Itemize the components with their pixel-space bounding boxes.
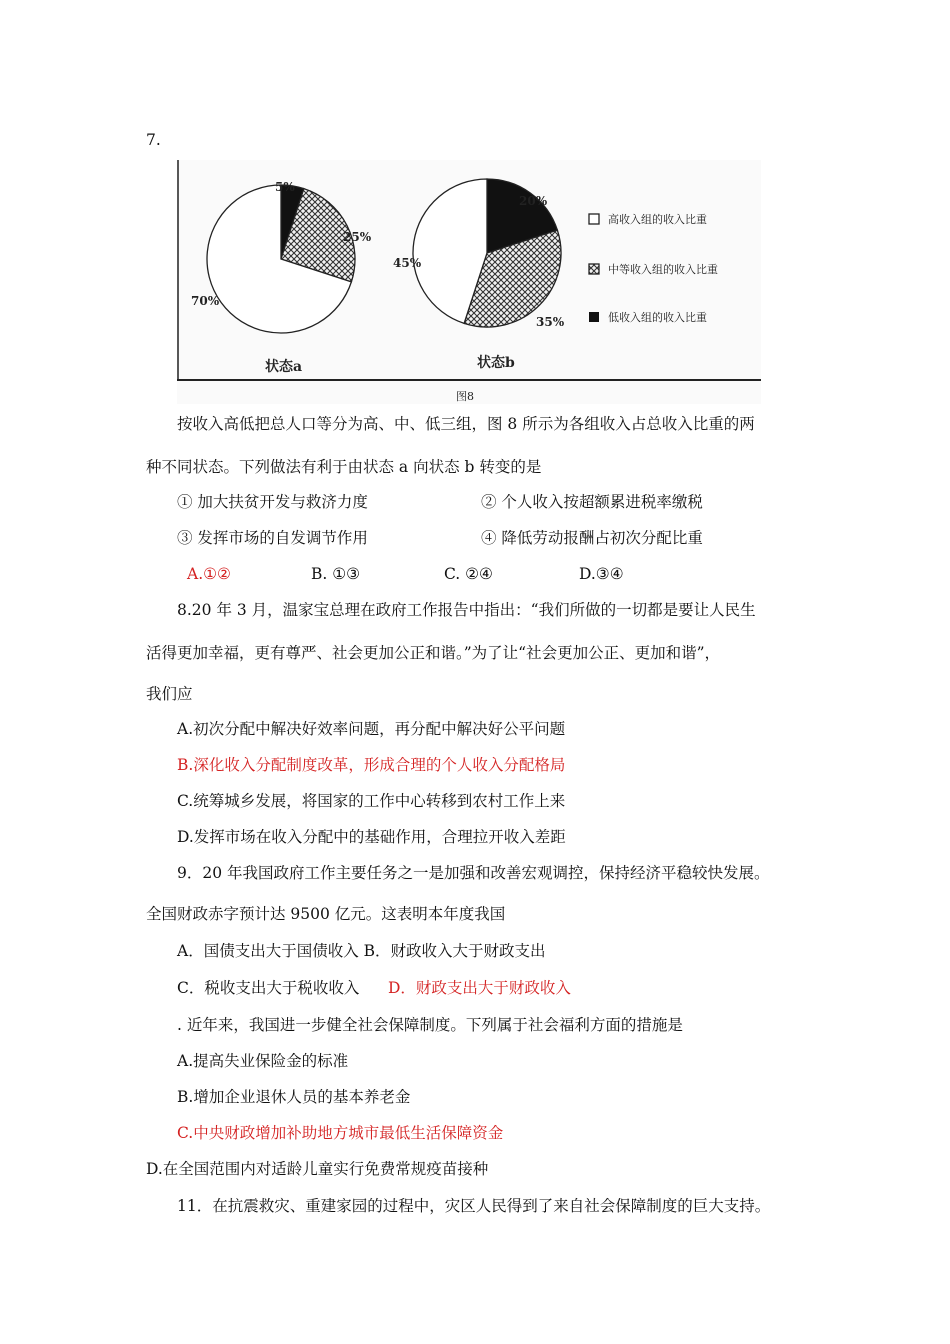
q7-choice-a: A.①②	[187, 565, 231, 583]
q7-statement-3: ③ 发挥市场的自发调节作用	[177, 529, 368, 547]
legend-label-high: 高收入组的收入比重	[608, 213, 707, 226]
figure-8-pie-charts	[177, 160, 761, 404]
legend-label-low: 低收入组的收入比重	[608, 311, 707, 324]
q10-option-c: C.中央财政增加补助地方城市最低生活保障资金	[177, 1124, 504, 1142]
legend-swatch-low	[589, 312, 599, 322]
q7-choice-c: C. ②④	[444, 565, 493, 583]
q8-option-c: C.统筹城乡发展，将国家的工作中心转移到农村工作上来	[177, 792, 566, 810]
q8-option-a: A.初次分配中解决好效率问题，再分配中解决好公平问题	[177, 720, 566, 738]
q9-option-d: D．财政支出大于财政收入	[388, 979, 571, 997]
q8-option-b: B.深化收入分配制度改革，形成合理的个人收入分配格局	[177, 756, 566, 774]
q7-number: 7.	[146, 131, 161, 149]
q9-stem-line1: 9．20 年我国政府工作主要任务之一是加强和改善宏观调控，保持经济平稳较快发展。	[177, 864, 770, 882]
q10-option-b: B.增加企业退休人员的基本养老金	[177, 1088, 411, 1106]
q7-stem-line2: 种不同状态。下列做法有利于由状态 a 向状态 b 转变的是	[146, 458, 542, 476]
q10-option-d: D.在全国范围内对适龄儿童实行免费常规疫苗接种	[146, 1160, 489, 1178]
q11-stem: 11．在抗震救灾、重建家园的过程中，灾区人民得到了来自社会保障制度的巨大支持。	[177, 1197, 771, 1215]
pie-a-title: 状态a	[265, 359, 303, 375]
pie-b-title: 状态b	[477, 355, 515, 371]
pie-a-label-low: 5%	[275, 180, 295, 194]
legend-swatch-high	[589, 214, 599, 224]
q9-option-c: C．税收支出大于税收收入	[177, 979, 360, 997]
pie-chart-state-a	[207, 185, 355, 333]
figure-caption: 图8	[456, 390, 474, 403]
q10-stem: . 近年来，我国进一步健全社会保障制度。下列属于社会福利方面的措施是	[177, 1016, 683, 1034]
pie-b-label-mid: 35%	[536, 315, 565, 329]
legend-swatch-mid	[589, 264, 599, 274]
q7-statement-2: ② 个人收入按超额累进税率缴税	[481, 493, 703, 511]
q8-stem-line2: 活得更加幸福，更有尊严、社会更加公正和谐。”为了让“社会更加公正、更加和谐”，	[146, 644, 721, 662]
pie-a-label-high: 70%	[191, 294, 220, 308]
legend-label-mid: 中等收入组的收入比重	[608, 263, 718, 276]
q7-stem-line1: 按收入高低把总人口等分为高、中、低三组，图 8 所示为各组收入占总收入比重的两	[177, 415, 755, 433]
q7-statement-1: ① 加大扶贫开发与救济力度	[177, 493, 368, 511]
pie-b-label-high: 45%	[393, 256, 422, 270]
q9-stem-line2: 全国财政赤字预计达 9500 亿元。这表明本年度我国	[146, 905, 506, 923]
q8-stem-line1: 8.20 年 3 月，温家宝总理在政府工作报告中指出：“我们所做的一切都是要让人民生	[177, 601, 756, 619]
q9-options-ab: A．国债支出大于国债收入 B．财政收入大于财政支出	[177, 942, 546, 960]
q10-option-a: A.提高失业保险金的标准	[177, 1052, 349, 1070]
q7-choice-b: B. ①③	[311, 565, 361, 583]
q7-statement-4: ④ 降低劳动报酬占初次分配比重	[481, 529, 703, 547]
q8-option-d: D.发挥市场在收入分配中的基础作用，合理拉开收入差距	[177, 828, 566, 846]
pie-b-label-low: 20%	[519, 194, 548, 208]
q7-choice-d: D.③④	[579, 565, 624, 583]
pie-a-label-mid: 25%	[343, 230, 372, 244]
q8-stem-line3: 我们应	[146, 685, 193, 703]
